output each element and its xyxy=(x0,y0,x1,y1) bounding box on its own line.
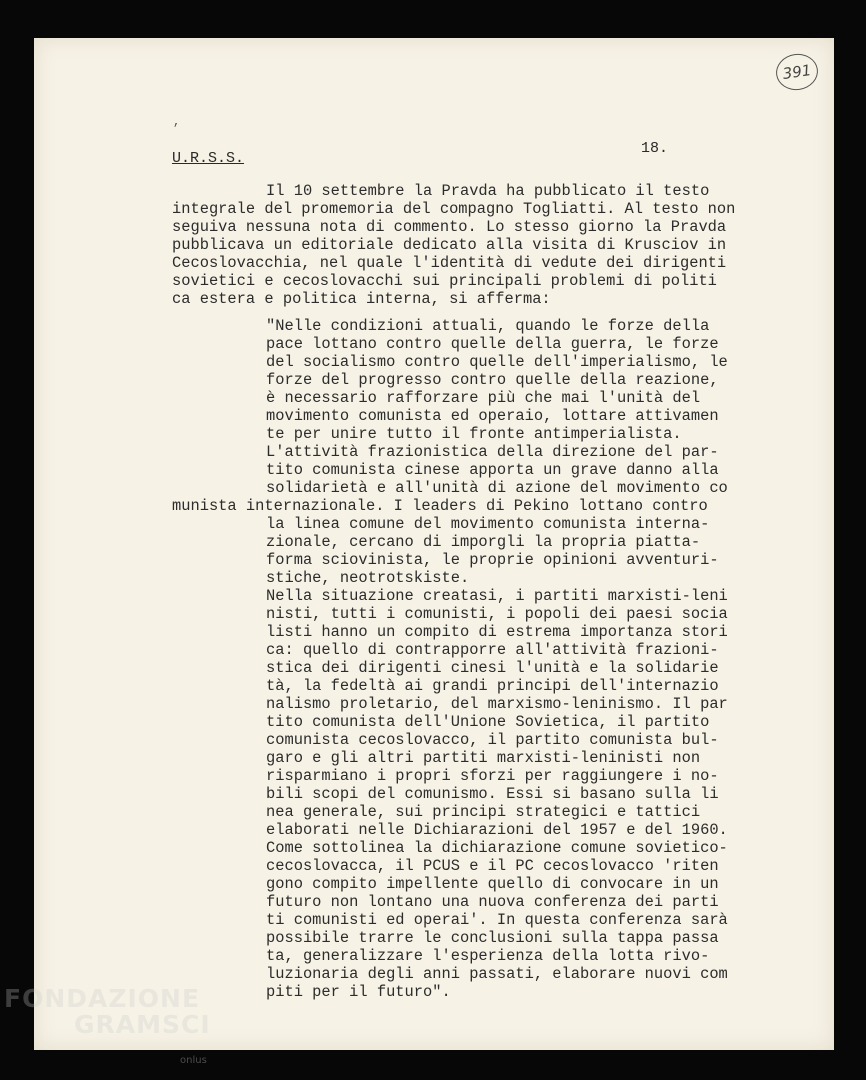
quote-line: nisti, tutti i comunisti, i popoli dei paesi socia xyxy=(266,605,728,623)
quote-line: ca: quello di contrapporre all'attività frazioni- xyxy=(266,641,719,659)
quote-line: è necessario rafforzare più che mai l'unità del xyxy=(266,389,701,407)
watermark-line3: onlus xyxy=(180,1055,207,1066)
quote-line: ta, generalizzare l'esperienza della lotta rivo- xyxy=(266,947,710,965)
quote-line: pace lottano contro quelle della guerra, le forze xyxy=(266,335,719,353)
quote-line: L'attività frazionistica della direzione del par- xyxy=(266,443,719,461)
quote-line: bili scopi del comunismo. Essi si basano sulla li xyxy=(266,785,719,803)
quote-line: munista internazionale. I leaders di Pekino lottano contro xyxy=(172,497,708,515)
quote-line: nalismo proletario, del marxismo-leninismo. Il par xyxy=(266,695,728,713)
watermark-line1: FONDAZIONE xyxy=(4,984,201,1013)
quote-line: risparmiano i propri sforzi per raggiungere i no- xyxy=(266,767,719,785)
quote-line: futuro non lontano una nuova conferenza dei parti xyxy=(266,893,719,911)
quote-line: zionale, cercano di imporgli la propria piatta- xyxy=(266,533,701,551)
quote-line: tito comunista dell'Unione Sovietica, il partito xyxy=(266,713,710,731)
quote-line: listi hanno un compito di estrema importanza stori xyxy=(266,623,728,641)
quote-line: solidarietà e all'unità di azione del movimento co xyxy=(266,479,728,497)
quote-line: luzionaria degli anni passati, elaborare nuovi com xyxy=(266,965,728,983)
archive-watermark xyxy=(4,984,211,1066)
quote-line: movimento comunista ed operaio, lottare attivamen xyxy=(266,407,719,425)
watermark-line2: GRAMSCI xyxy=(74,1010,211,1039)
section-title: U.R.S.S. xyxy=(172,150,245,167)
text-line: ca estera e politica interna, si afferma: xyxy=(172,290,551,308)
text-line: seguiva nessuna nota di commento. Lo stesso giorno la Pravda xyxy=(172,218,727,236)
text-line: integrale del promemoria del compagno Togliatti. Al testo non xyxy=(172,200,736,218)
quote-line: stica dei dirigenti cinesi l'unità e la solidarie xyxy=(266,659,719,677)
pen-mark: , xyxy=(173,115,181,129)
quote-line: forma sciovinista, le proprie opinioni avventuri- xyxy=(266,551,719,569)
quote-line: del socialismo contro quelle dell'imperialismo, le xyxy=(266,353,728,371)
quote-line: la linea comune del movimento comunista interna- xyxy=(266,515,710,533)
quote-line: garo e gli altri partiti marxisti-leninisti non xyxy=(266,749,701,767)
quote-line: "Nelle condizioni attuali, quando le forze della xyxy=(266,317,710,335)
quote-line: Nella situazione creatasi, i partiti marxisti-leni xyxy=(266,587,728,605)
page-number: 18. xyxy=(641,140,669,157)
quote-line: possibile trarre le conclusioni sulla tappa passa xyxy=(266,929,719,947)
quote-line: cecoslovacca, il PCUS e il PC cecoslovacco 'riten xyxy=(266,857,719,875)
text-line: pubblicava un editoriale dedicato alla visita di Krusciov in xyxy=(172,236,727,254)
quote-line: nea generale, sui principi strategici e tattici xyxy=(266,803,701,821)
quote-line: Come sottolinea la dichiarazione comune sovietico- xyxy=(266,839,728,857)
text-line: sovietici e cecoslovacchi sui principali problemi di politi xyxy=(172,272,717,290)
quote-line: gono compito impellente quello di convocare in un xyxy=(266,875,719,893)
text-line: Cecoslovacchia, nel quale l'identità di vedute dei dirigenti xyxy=(172,254,727,272)
quote-line: stiche, neotrotskiste. xyxy=(266,569,470,587)
quote-line: elaborati nelle Dichiarazioni del 1957 e del 1960. xyxy=(266,821,728,839)
text-line: Il 10 settembre la Pravda ha pubblicato il testo xyxy=(266,182,710,200)
quote-line: piti per il futuro". xyxy=(266,983,451,1001)
archive-number-stamp: 391 xyxy=(774,51,821,92)
quote-line: tito comunista cinese apporta un grave danno alla xyxy=(266,461,719,479)
quote-line: comunista cecoslovacco, il partito comunista bul- xyxy=(266,731,719,749)
quote-line: ti comunisti ed operai'. In questa conferenza sarà xyxy=(266,911,728,929)
quote-line: te per unire tutto il fronte antimperialista. xyxy=(266,425,682,443)
quote-line: tà, la fedeltà ai grandi principi dell'internazio xyxy=(266,677,719,695)
quote-line: forze del progresso contro quelle della reazione, xyxy=(266,371,719,389)
